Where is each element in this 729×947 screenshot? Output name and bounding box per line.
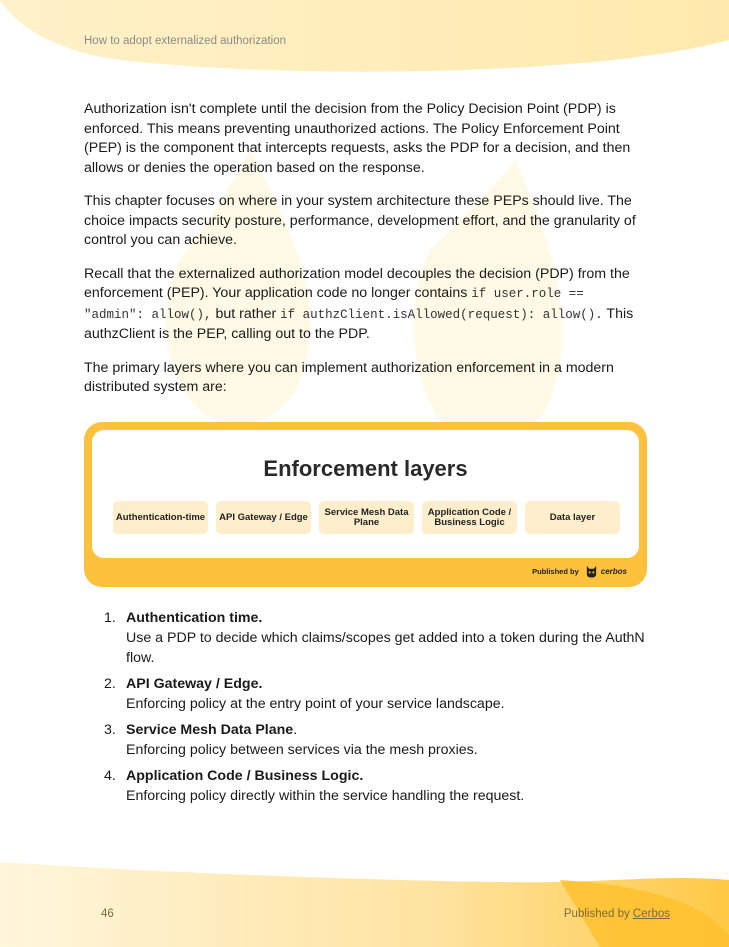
- list-number: 1.: [104, 610, 116, 626]
- footer-published-by: [564, 908, 670, 920]
- list-item: [84, 608, 646, 668]
- cerbos-link[interactable]: Cerbos: [632, 908, 670, 920]
- layer-api-gateway: API Gateway / Edge: [216, 501, 311, 534]
- paragraph-3-text-a: Recall that the externalized authorization model decouples the decision (PDP) from the enforcement (PEP). Your application code no longer contains: [84, 265, 630, 301]
- page-number: 46: [101, 908, 114, 920]
- list-number: 4.: [104, 768, 116, 784]
- list-item-title: Authentication time.: [126, 610, 263, 626]
- list-item-description: Use a PDP to decide which claims/scopes get added into a token during the AuthN flow.: [126, 630, 645, 666]
- list-item-description: Enforcing policy directly within the service handling the request.: [126, 788, 525, 804]
- layer-application-code: Application Code / Business Logic: [422, 501, 517, 534]
- published-brand: cerbos: [600, 567, 627, 576]
- list-item-description: Enforcing policy between services via the mesh proxies.: [126, 742, 478, 758]
- paragraph-3-text-b: but rather: [211, 305, 281, 322]
- layer-data: Data layer: [525, 501, 620, 534]
- paragraph-2: This chapter focuses on where in your system architecture these PEPs should live. The choice impacts security posture, performance, development effort, and the granularity of control you can achieve.: [84, 193, 636, 248]
- footer-published-label: Published by: [563, 908, 633, 920]
- list-number: 3.: [104, 722, 116, 738]
- layer-authentication-time: Authentication-time: [113, 501, 208, 534]
- layer-row: [113, 501, 623, 534]
- paragraph-3-text-c: This authzClient is the PEP, calling out to the PDP.: [84, 305, 634, 342]
- paragraph-1: Authorization isn't complete until the decision from the Policy Decision Point (PDP) is enforced. This means preventing unauthorized actions. The Policy Enforcement Point (PEP) is the component that intercepts requests, asks the PDP for a decision, and then allows or denies the operation based on the response.: [84, 101, 631, 176]
- code-snippet-authz-client: if authzClient.isAllowed(request): allow().: [280, 307, 603, 322]
- diagram-title: Enforcement layers: [263, 456, 468, 481]
- paragraph-3: [84, 265, 646, 345]
- list-item: [84, 720, 646, 760]
- list-item-title: API Gateway / Edge.: [126, 676, 263, 692]
- diagram-panel: [92, 430, 639, 558]
- list-item: [84, 766, 646, 806]
- published-by-label: Published by: [532, 567, 579, 576]
- paragraph-4: The primary layers where you can implement authorization enforcement in a modern distributed system are:: [84, 359, 614, 395]
- list-item-title: Application Code / Business Logic.: [126, 768, 364, 784]
- cerbos-logo-icon: [585, 565, 598, 578]
- running-header: How to adopt externalized authorization: [84, 35, 287, 47]
- enforcement-layers-diagram: [84, 422, 647, 587]
- code-snippet-role-check: if user.role == "admin": allow(),: [84, 287, 584, 322]
- list-item-suffix: .: [293, 722, 298, 738]
- list-number: 2.: [104, 676, 116, 692]
- body-text: [84, 100, 646, 412]
- enforcement-layers-list: [84, 608, 646, 812]
- list-item-description: Enforcing policy at the entry point of your service landscape.: [126, 696, 505, 712]
- layer-service-mesh: Service Mesh Data Plane: [319, 501, 414, 534]
- diagram-published-by: [532, 565, 627, 578]
- list-item-title: Service Mesh Data Plane: [126, 722, 294, 738]
- list-item: [84, 674, 646, 714]
